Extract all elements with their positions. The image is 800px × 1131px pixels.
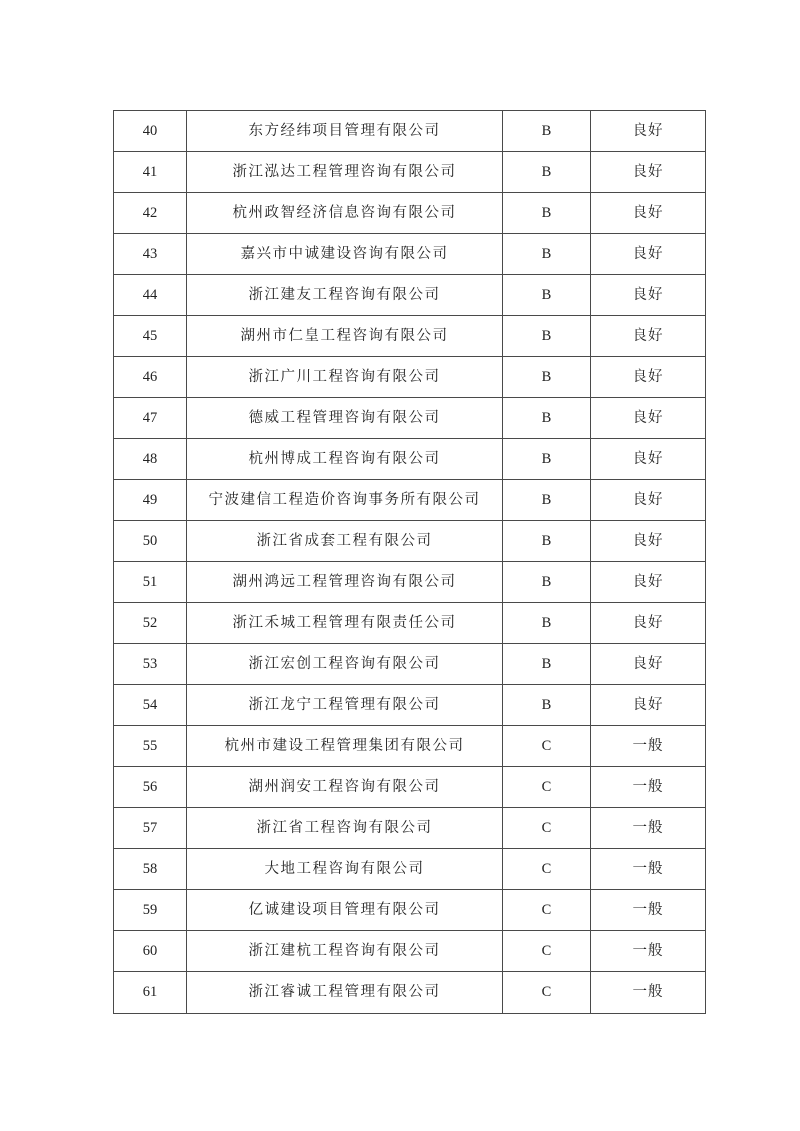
company-name-cell: 德威工程管理咨询有限公司 bbox=[187, 398, 503, 439]
table-row bbox=[114, 562, 706, 603]
row-number-cell: 57 bbox=[114, 808, 187, 849]
table-row bbox=[114, 931, 706, 972]
table-row bbox=[114, 234, 706, 275]
table-row bbox=[114, 767, 706, 808]
table-row bbox=[114, 316, 706, 357]
grade-cell: C bbox=[503, 849, 591, 890]
row-number-cell: 42 bbox=[114, 193, 187, 234]
company-name-cell: 浙江睿诚工程管理有限公司 bbox=[187, 972, 503, 1014]
table-row bbox=[114, 152, 706, 193]
table-row bbox=[114, 603, 706, 644]
grade-cell: C bbox=[503, 808, 591, 849]
table-row bbox=[114, 357, 706, 398]
company-name-cell: 浙江建杭工程咨询有限公司 bbox=[187, 931, 503, 972]
company-name-cell: 东方经纬项目管理有限公司 bbox=[187, 111, 503, 152]
row-number-cell: 61 bbox=[114, 972, 187, 1014]
row-number-cell: 53 bbox=[114, 644, 187, 685]
table-row bbox=[114, 644, 706, 685]
row-number-cell: 46 bbox=[114, 357, 187, 398]
row-number-cell: 40 bbox=[114, 111, 187, 152]
table-body bbox=[114, 111, 706, 1014]
row-number-cell: 52 bbox=[114, 603, 187, 644]
row-number-cell: 56 bbox=[114, 767, 187, 808]
rating-cell: 良好 bbox=[591, 111, 706, 152]
grade-cell: B bbox=[503, 111, 591, 152]
grade-cell: B bbox=[503, 152, 591, 193]
table-row bbox=[114, 480, 706, 521]
table-row bbox=[114, 685, 706, 726]
row-number-cell: 59 bbox=[114, 890, 187, 931]
company-name-cell: 浙江泓达工程管理咨询有限公司 bbox=[187, 152, 503, 193]
rating-cell: 良好 bbox=[591, 193, 706, 234]
row-number-cell: 58 bbox=[114, 849, 187, 890]
rating-cell: 良好 bbox=[591, 480, 706, 521]
table-row bbox=[114, 726, 706, 767]
grade-cell: C bbox=[503, 931, 591, 972]
rating-cell: 良好 bbox=[591, 521, 706, 562]
company-name-cell: 浙江龙宁工程管理有限公司 bbox=[187, 685, 503, 726]
rating-cell: 良好 bbox=[591, 562, 706, 603]
row-number-cell: 41 bbox=[114, 152, 187, 193]
row-number-cell: 43 bbox=[114, 234, 187, 275]
company-name-cell: 杭州政智经济信息咨询有限公司 bbox=[187, 193, 503, 234]
rating-cell: 良好 bbox=[591, 603, 706, 644]
company-name-cell: 湖州市仁皇工程咨询有限公司 bbox=[187, 316, 503, 357]
company-name-cell: 大地工程咨询有限公司 bbox=[187, 849, 503, 890]
table-row bbox=[114, 972, 706, 1014]
rating-cell: 一般 bbox=[591, 931, 706, 972]
row-number-cell: 49 bbox=[114, 480, 187, 521]
grade-cell: B bbox=[503, 644, 591, 685]
row-number-cell: 60 bbox=[114, 931, 187, 972]
grade-cell: B bbox=[503, 439, 591, 480]
rating-cell: 良好 bbox=[591, 316, 706, 357]
table-row bbox=[114, 193, 706, 234]
grade-cell: B bbox=[503, 275, 591, 316]
company-name-cell: 浙江建友工程咨询有限公司 bbox=[187, 275, 503, 316]
table-row bbox=[114, 439, 706, 480]
company-name-cell: 亿诚建设项目管理有限公司 bbox=[187, 890, 503, 931]
rating-cell: 良好 bbox=[591, 398, 706, 439]
grade-cell: B bbox=[503, 234, 591, 275]
rating-cell: 良好 bbox=[591, 234, 706, 275]
row-number-cell: 55 bbox=[114, 726, 187, 767]
row-number-cell: 50 bbox=[114, 521, 187, 562]
rating-cell: 良好 bbox=[591, 152, 706, 193]
table-row bbox=[114, 398, 706, 439]
company-name-cell: 宁波建信工程造价咨询事务所有限公司 bbox=[187, 480, 503, 521]
grade-cell: B bbox=[503, 316, 591, 357]
company-name-cell: 杭州博成工程咨询有限公司 bbox=[187, 439, 503, 480]
row-number-cell: 44 bbox=[114, 275, 187, 316]
row-number-cell: 47 bbox=[114, 398, 187, 439]
rating-cell: 良好 bbox=[591, 644, 706, 685]
company-rating-table bbox=[113, 110, 706, 1014]
grade-cell: C bbox=[503, 972, 591, 1014]
row-number-cell: 48 bbox=[114, 439, 187, 480]
rating-cell: 一般 bbox=[591, 726, 706, 767]
rating-cell: 良好 bbox=[591, 275, 706, 316]
company-name-cell: 湖州鸿远工程管理咨询有限公司 bbox=[187, 562, 503, 603]
rating-cell: 一般 bbox=[591, 972, 706, 1014]
table-row bbox=[114, 808, 706, 849]
rating-cell: 一般 bbox=[591, 890, 706, 931]
company-name-cell: 杭州市建设工程管理集团有限公司 bbox=[187, 726, 503, 767]
grade-cell: B bbox=[503, 357, 591, 398]
grade-cell: B bbox=[503, 521, 591, 562]
table-row bbox=[114, 275, 706, 316]
row-number-cell: 45 bbox=[114, 316, 187, 357]
grade-cell: B bbox=[503, 480, 591, 521]
row-number-cell: 51 bbox=[114, 562, 187, 603]
grade-cell: B bbox=[503, 685, 591, 726]
row-number-cell: 54 bbox=[114, 685, 187, 726]
company-name-cell: 浙江禾城工程管理有限责任公司 bbox=[187, 603, 503, 644]
table-row bbox=[114, 521, 706, 562]
grade-cell: B bbox=[503, 398, 591, 439]
company-name-cell: 浙江宏创工程咨询有限公司 bbox=[187, 644, 503, 685]
rating-cell: 一般 bbox=[591, 849, 706, 890]
rating-cell: 良好 bbox=[591, 685, 706, 726]
grade-cell: C bbox=[503, 890, 591, 931]
table-row bbox=[114, 849, 706, 890]
grade-cell: B bbox=[503, 603, 591, 644]
rating-cell: 良好 bbox=[591, 439, 706, 480]
rating-cell: 一般 bbox=[591, 767, 706, 808]
company-name-cell: 浙江省工程咨询有限公司 bbox=[187, 808, 503, 849]
table-row bbox=[114, 111, 706, 152]
grade-cell: B bbox=[503, 193, 591, 234]
rating-cell: 一般 bbox=[591, 808, 706, 849]
grade-cell: C bbox=[503, 767, 591, 808]
company-name-cell: 浙江省成套工程有限公司 bbox=[187, 521, 503, 562]
company-name-cell: 浙江广川工程咨询有限公司 bbox=[187, 357, 503, 398]
company-name-cell: 嘉兴市中诚建设咨询有限公司 bbox=[187, 234, 503, 275]
company-name-cell: 湖州润安工程咨询有限公司 bbox=[187, 767, 503, 808]
grade-cell: C bbox=[503, 726, 591, 767]
table-row bbox=[114, 890, 706, 931]
rating-cell: 良好 bbox=[591, 357, 706, 398]
grade-cell: B bbox=[503, 562, 591, 603]
